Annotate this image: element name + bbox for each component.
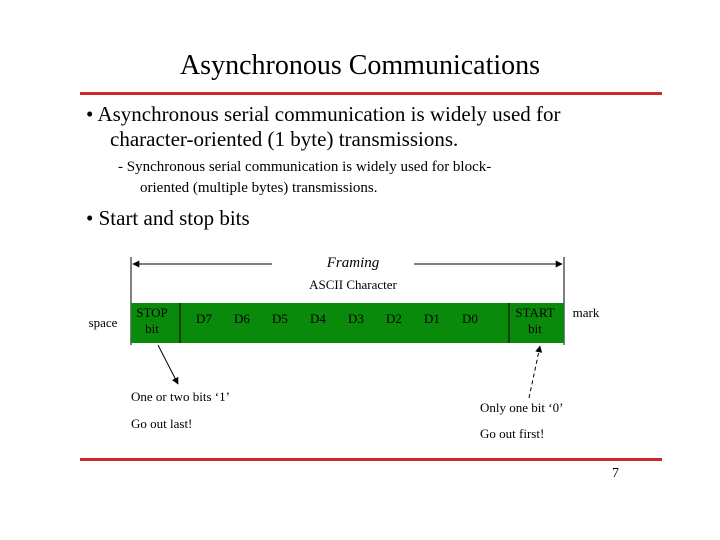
sub-bullet-line2: oriented (multiple bytes) transmissions.	[140, 180, 378, 196]
page-number: 7	[612, 466, 619, 481]
stop-note-line1: One or two bits ‘1’	[131, 389, 230, 404]
ascii-character-label: ASCII Character	[309, 277, 397, 292]
mark-label: mark	[572, 305, 600, 320]
framing-label: Framing	[326, 255, 380, 271]
stop-bit-pointer-arrow	[158, 345, 178, 384]
bit-label-d0: D0	[462, 311, 478, 326]
bit-label-d2: D2	[386, 311, 402, 326]
sub-bullet-line1: - Synchronous serial communication is widely used for block-	[118, 159, 492, 175]
stop-bit-label-line1: STOP	[136, 305, 168, 320]
bullet-async-line2: character-oriented (1 byte) transmissions.	[110, 127, 459, 151]
space-label: space	[88, 315, 118, 330]
start-bit-pointer-arrow	[529, 346, 540, 398]
bit-label-d3: D3	[348, 311, 364, 326]
bullet-async-line1: Asynchronous serial communication is widely used for	[97, 102, 561, 126]
bit-label-d6: D6	[234, 311, 250, 326]
start-note-line2: Go out first!	[480, 426, 545, 441]
bullet-glyph: •	[86, 206, 94, 230]
bottom-divider	[80, 458, 662, 461]
bit-label-d1: D1	[424, 311, 440, 326]
bullet-start-stop-text: Start and stop bits	[98, 206, 250, 230]
bit-label-d4: D4	[310, 311, 326, 326]
stop-note-line2: Go out last!	[131, 416, 193, 431]
bullet-glyph: •	[86, 102, 94, 126]
slide-title: Asynchronous Communications	[179, 50, 541, 81]
start-note-line1: Only one bit ‘0’	[480, 400, 564, 415]
start-bit-label-line2: bit	[528, 321, 542, 336]
bit-label-d5: D5	[272, 311, 288, 326]
bit-label-d7: D7	[196, 311, 212, 326]
stop-bit-label-line2: bit	[145, 321, 159, 336]
start-bit-label-line1: START	[515, 305, 555, 320]
